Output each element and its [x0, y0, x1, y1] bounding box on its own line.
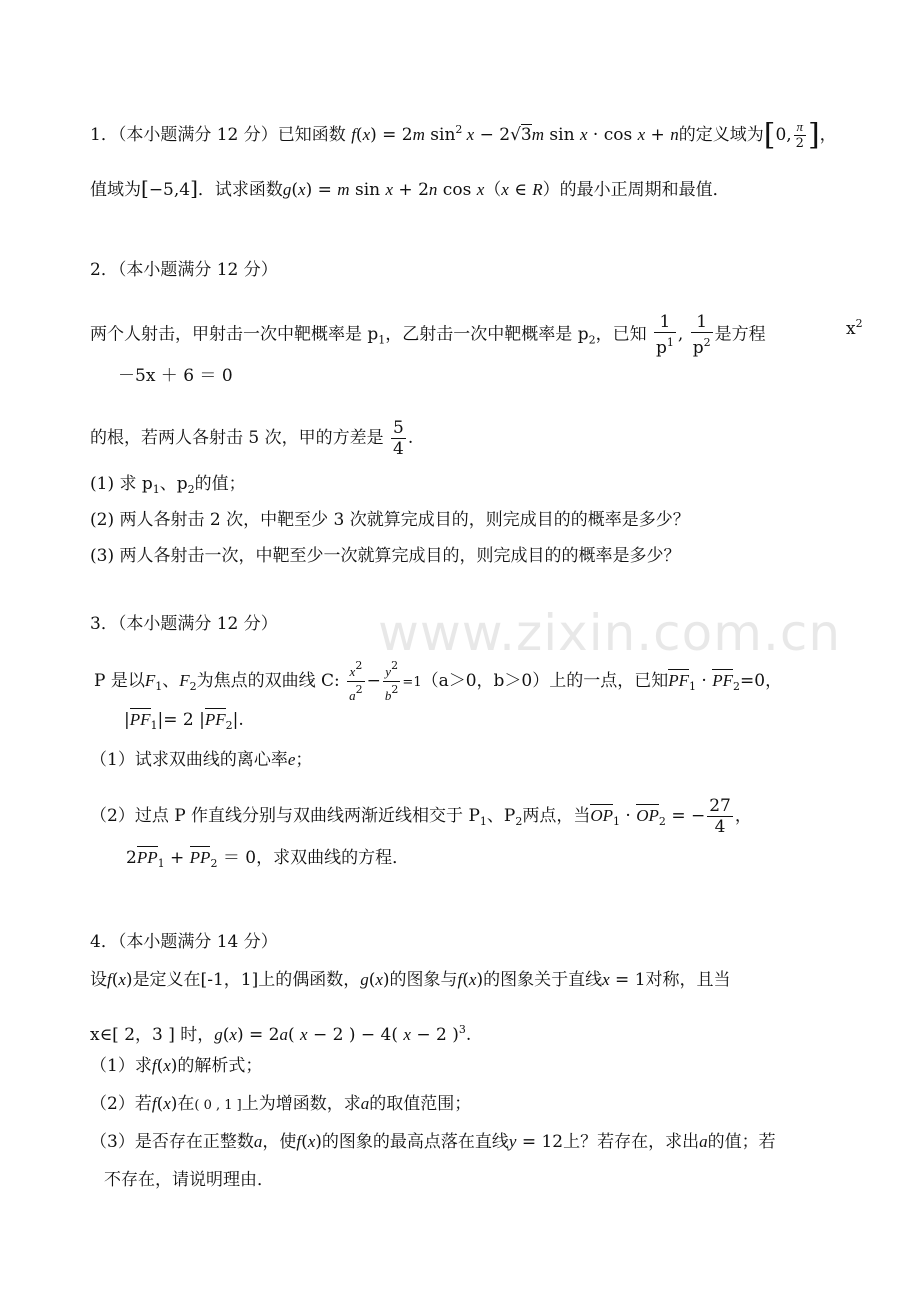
q2-frac-1-p1: $\frac{1}{p^1}$: [656, 312, 674, 358]
q3-sub-1: （1）试求双曲线的离心率e；: [90, 750, 313, 770]
q2-line-1: 两个人射击，甲射击一次中靶概率是 $p_1$，乙射击一次中靶概率是 $p_2$，已知 $\frac{1}{p^1}$ , $\frac{1}{p^2}$ 是方程: [90, 312, 766, 358]
q4-header: 4．（本小题满分 14 分）: [90, 932, 278, 952]
q2-line-1-x2: $x^2$: [846, 317, 863, 339]
q2-sub-3: (3) 两人各射击一次，中靶至少一次就算完成目的，则完成目的的概率是多少？: [90, 546, 681, 566]
q1-function-f: f: [351, 125, 356, 144]
q2-frac-1-p2: $\frac{1}{p^2}$: [692, 312, 711, 358]
q1-range: −5,4: [148, 180, 191, 200]
q1-line-2: 值域为[−5,4]．试求函数g(x) = m sin x + 2n cos x（x ∈ R）的最小正周期和最值．: [90, 176, 730, 200]
q2-sub-2: (2) 两人各射击 2 次，中靶至少 3 次就算完成目的，则完成目的的概率是多少？: [90, 510, 690, 530]
q4-sub-2: （2）若f(x)在( 0 , 1 ]上为增函数，求a的取值范围；: [90, 1094, 472, 1114]
watermark: www.zixin.com.cn: [378, 604, 842, 662]
q2-line-2: －5x ＋ 6 ＝ 0: [118, 366, 233, 386]
q3-line-vec: $2PP_1 + PP_2 = 0$，求双曲线的方程．: [126, 848, 410, 870]
q4-sub-3-cont: 不存在，请说明理由．: [104, 1170, 274, 1190]
q3-sub-2: （2）过点 P 作直线分别与双曲线两渐近线相交于 $P_1$、$P_2$两点，当$OP_1 \cdot OP_2$ = − $\frac{27}{4}$ ，: [90, 796, 752, 837]
q4-sub-1: （1）求f(x)的解析式；: [90, 1056, 263, 1076]
q2-line-3: 的根，若两人各射击 5 次，甲的方差是 $\frac{5}{4}$ .: [90, 418, 414, 459]
q3-line-1: P 是以$F_1$、$F_2$为焦点的双曲线 C: $\frac{x^2}{a^2}$ − $\frac{y^2}{b^2}$ =1（a＞0，b＞0）上的一点，已知$PF_1 \cdot PF_2=0$，: [94, 659, 783, 703]
q4-line-2: x∈[ 2，3 ] 时，g(x) = 2a( x − 2 ) − 4( x − 2 )$^3$.: [90, 1023, 472, 1045]
q1-line-1: 1．（本小题满分 12 分）已知函数 f(x) = 2m $\sin^2 x - 2√3m$ sin x · cos x + n的定义域为[0, $\frac{\pi}{2}$ ]，: [90, 117, 837, 153]
q4-sub-3: （3）是否存在正整数a，使f(x)的图象的最高点落在直线y = 12上？若存在，求出a的值；若: [90, 1132, 776, 1152]
q4-line-1: 设f(x)是定义在[-1，1]上的偶函数，g(x)的图象与f(x)的图象关于直线x = 1对称，且当: [90, 970, 731, 990]
q3-hyperbola-x: $\frac{x^2}{a^2}$: [349, 659, 363, 703]
q3-header: 3．（本小题满分 12 分）: [90, 614, 278, 634]
q3-line-2: $|PF_1|= 2$ $|PF_2|$.: [124, 710, 244, 732]
q2-variance-frac: $\frac{5}{4}$: [393, 418, 404, 459]
q3-frac-27-4: $\frac{27}{4}$: [709, 796, 731, 837]
q2-sub-1: (1) 求 $p_1$、$p_2$的值；: [90, 474, 246, 496]
q2-header: 2．（本小题满分 12 分）: [90, 260, 278, 280]
q3-hyperbola-y: $\frac{y^2}{b^2}$: [384, 659, 399, 703]
q1-pi-over-2: $\frac{\pi}{2}$: [795, 119, 804, 151]
